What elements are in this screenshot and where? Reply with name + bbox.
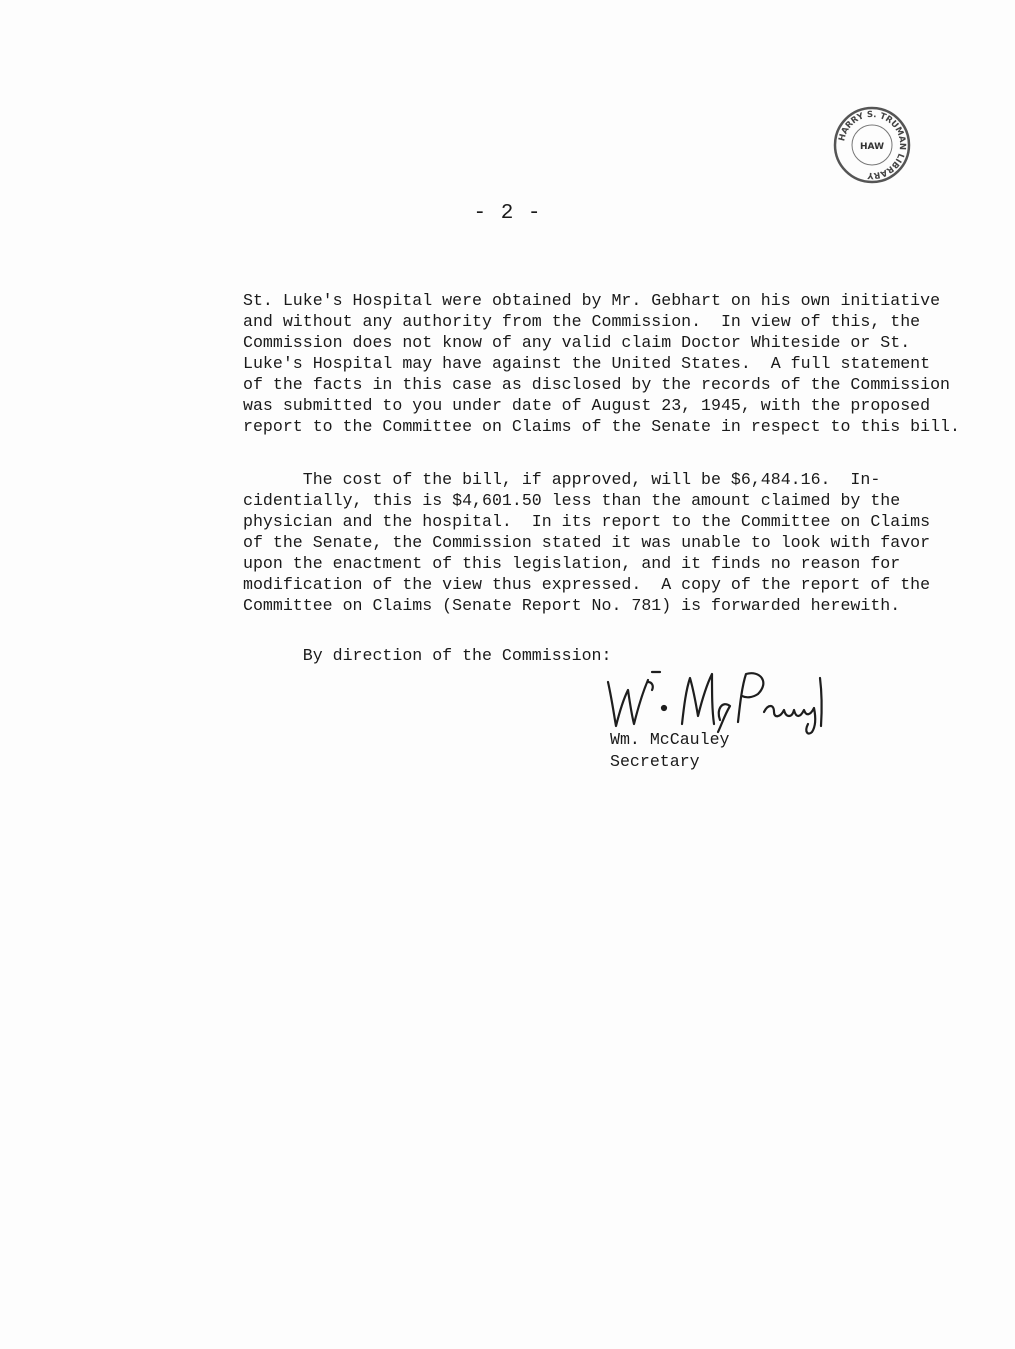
text-line: modification of the view thus expressed. A copy of the report of the [243,575,931,594]
text-line: Committee on Claims (Senate Report No. 781) is forwarded herewith. [243,596,901,615]
signer-title: Secretary [610,752,700,771]
text-line: report to the Committee on Claims of the Senate in respect to this bill. [243,417,960,436]
handwritten-signature [594,660,830,740]
text-line: of the facts in this case as disclosed by the records of the Commission [243,375,951,394]
closing-line: By direction of the Commission: [243,646,612,665]
page-number: - 2 - [473,202,542,225]
text-line: of the Senate, the Commission stated it was unable to look with favor [243,533,931,552]
stamp-ring-text: HARRY S. TRUMAN LIBRARY [837,109,908,181]
text-line: The cost of the bill, if approved, will be $6,484.16. In- [243,470,881,489]
stamp-initials: HAW [859,142,885,152]
text-line: St. Luke's Hospital were obtained by Mr. Gebhart on his own initiative [243,291,941,310]
text-line: Luke's Hospital may have against the United States. A full statement [243,354,931,373]
paragraph-1 [243,290,960,437]
text-line: was submitted to you under date of August 23, 1945, with the proposed [243,396,931,415]
text-line: Commission does not know of any valid claim Doctor Whiteside or St. [243,333,911,352]
paragraph-2 [243,469,931,616]
text-line: cidentially, this is $4,601.50 less than the amount claimed by the [243,491,901,510]
text-line: and without any authority from the Commission. In view of this, the [243,312,921,331]
signer-name: Wm. McCauley [610,730,730,749]
text-line: upon the enactment of this legislation, and it finds no reason for [243,554,901,573]
library-stamp [832,105,912,185]
text-line: physician and the hospital. In its report to the Committee on Claims [243,512,931,531]
